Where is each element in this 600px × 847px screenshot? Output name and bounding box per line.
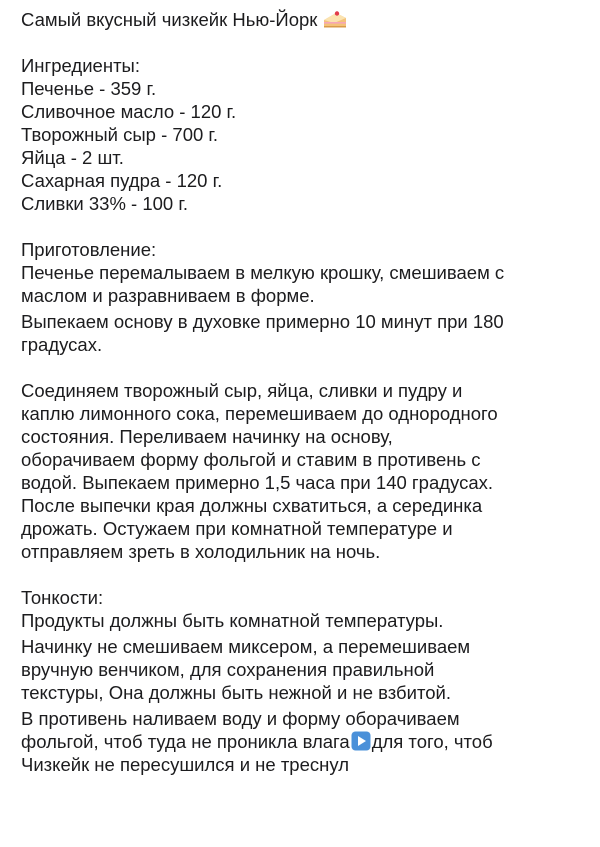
preparation-text-line: оборачиваем форму фольгой и ставим в противень с [21, 449, 481, 471]
tips-heading: Тонкости: [21, 587, 104, 609]
preparation-text-line: каплю лимонного сока, перемешиваем до однородного [21, 403, 498, 425]
play-button-icon [351, 731, 371, 751]
preparation-text-line: состояния. Переливаем начинку на основу, [21, 426, 393, 448]
tips-text-fragment: фольгой, чтоб туда не проникла влага [21, 731, 350, 753]
preparation-text-line: водой. Выпекаем примерно 1,5 часа при 140 градусах. [21, 472, 494, 494]
ingredient-item: Творожный сыр - 700 г. [21, 124, 219, 146]
ingredient-item: Сливочное масло - 120 г. [21, 101, 237, 123]
cake-slice-icon [322, 9, 348, 29]
preparation-text-line: Выпекаем основу в духовке примерно 10 минут при 180 [21, 311, 504, 333]
tips-text-line: В противень наливаем воду и форму оборачиваем [21, 708, 460, 730]
ingredient-item: Сахарная пудра - 120 г. [21, 170, 223, 192]
tips-text-line: Чизкейк не пересушился и не треснул [21, 754, 349, 776]
ingredients-heading: Ингредиенты: [21, 55, 140, 77]
preparation-text-line: После выпечки края должны схватиться, а серединка [21, 495, 483, 517]
preparation-text-line: отправляем зреть в холодильник на ночь. [21, 541, 381, 563]
preparation-text-line: градусах. [21, 334, 103, 356]
preparation-text-line: Соединяем творожный сыр, яйца, сливки и пудру и [21, 380, 463, 402]
preparation-text-line: Печенье перемалываем в мелкую крошку, смешиваем с [21, 262, 505, 284]
recipe-title: Самый вкусный чизкейк Нью-Йорк [21, 9, 318, 30]
tips-text-line: вручную венчиком, для сохранения правильной [21, 659, 435, 681]
tips-text-line: Продукты должны быть комнатной температуры. [21, 610, 444, 632]
tips-text-line: текстуры, Она должны быть нежной и не взбитой. [21, 682, 451, 704]
ingredient-item: Яйца - 2 шт. [21, 147, 124, 169]
tips-text-fragment: для того, чтоб [371, 731, 493, 753]
tips-text-line: Начинку не смешиваем миксером, а перемешиваем [21, 636, 471, 658]
ingredient-item: Печенье - 359 г. [21, 78, 157, 100]
preparation-text-line: дрожать. Остужаем при комнатной температуре и [21, 518, 453, 540]
recipe-title-line [21, 8, 590, 31]
tips-text-line [21, 730, 590, 753]
ingredient-item: Сливки 33% - 100 г. [21, 193, 188, 215]
preparation-text-line: маслом и разравниваем в форме. [21, 285, 315, 307]
preparation-heading: Приготовление: [21, 239, 157, 261]
